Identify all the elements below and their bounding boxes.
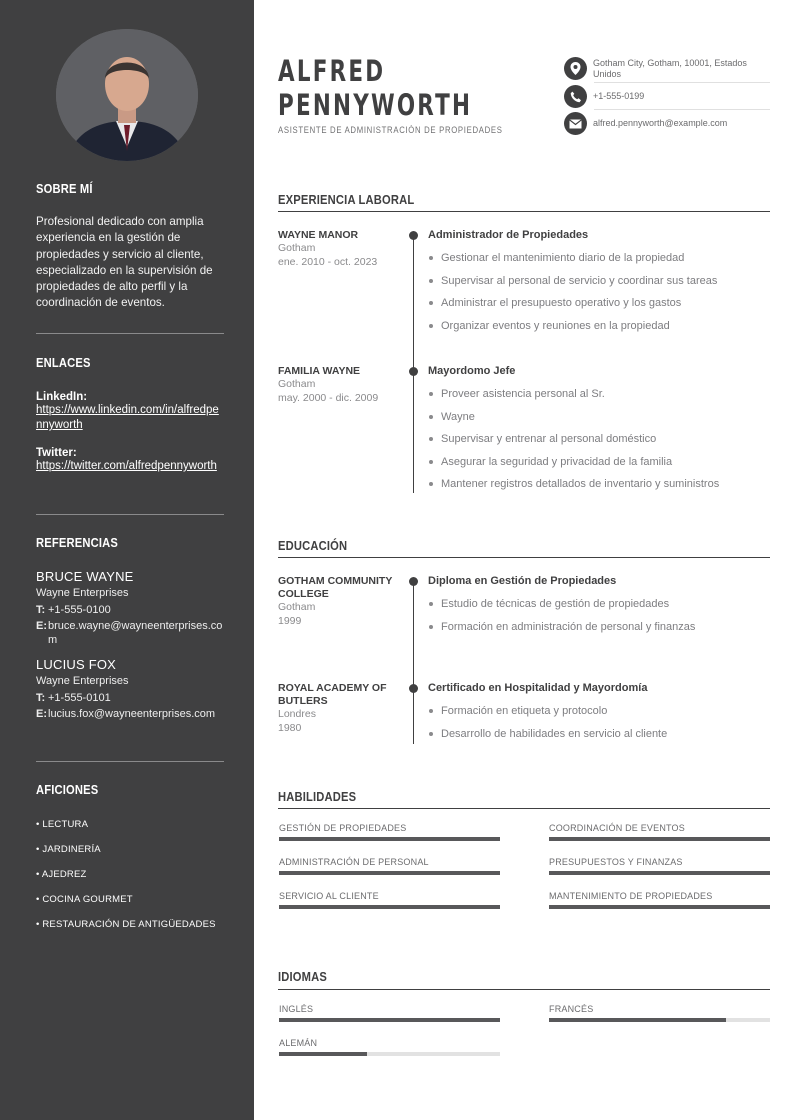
location: Gotham <box>278 378 316 390</box>
bullet-list <box>428 593 770 638</box>
link-twitter[interactable]: https://twitter.com/alfredpennyworth <box>36 460 217 472</box>
skill-item <box>279 857 500 875</box>
skill-item <box>549 891 770 909</box>
skill-bar <box>549 871 770 875</box>
reference-item <box>36 569 224 647</box>
bullet-item: Desarrollo de habilidades en servicio al cliente <box>428 723 770 746</box>
education-entry <box>428 682 770 745</box>
link-item <box>36 391 224 433</box>
location: Londres <box>278 708 316 720</box>
links-heading: ENLACES <box>36 355 91 370</box>
divider <box>36 333 224 334</box>
institution: GOTHAM COMMUNITY COLLEGE <box>278 575 393 600</box>
skill-bar-fill <box>279 837 500 841</box>
timeline-line <box>413 234 414 493</box>
reference-company: Wayne Enterprises <box>36 587 129 599</box>
timeline-dot <box>409 684 418 693</box>
bullet-item: Wayne <box>428 406 770 429</box>
role-title: Administrador de Propiedades <box>428 229 589 241</box>
institution: ROYAL ACADEMY OF BUTLERS <box>278 682 387 707</box>
link-linkedin[interactable]: https://www.linkedin.com/in/alfredpennyworth <box>36 404 219 431</box>
bullet-item: Gestionar el mantenimiento diario de la propiedad <box>428 247 770 270</box>
sidebar <box>0 0 254 1120</box>
timeline-dot <box>409 577 418 586</box>
about-text: Profesional dedicado con amplia experiencia en la gestión de propiedades y servicio al cliente, especializado en la supervisión de propiedades de alto perfil y la coordinación de eventos. <box>36 215 213 310</box>
phone-icon <box>564 85 587 108</box>
contact-email <box>564 112 770 135</box>
timeline-dot <box>409 231 418 240</box>
language-item <box>279 1004 500 1022</box>
reference-email-value: bruce.wayne@wayneenterprises.com <box>48 620 223 646</box>
skill-label: ADMINISTRACIÓN DE PERSONAL <box>279 857 429 867</box>
location: Gotham <box>278 601 316 613</box>
section-rule <box>278 557 770 558</box>
language-label: ALEMÁN <box>279 1038 318 1048</box>
job-title: ASISTENTE DE ADMINISTRACIÓN DE PROPIEDADES <box>278 125 503 135</box>
bullet-list <box>428 383 770 496</box>
education-heading: EDUCACIÓN <box>278 538 348 553</box>
reference-phone <box>36 603 224 617</box>
hobby-item: • AJEDREZ <box>36 869 87 880</box>
divider <box>36 514 224 515</box>
skill-item <box>279 891 500 909</box>
divider <box>36 761 224 762</box>
language-label: FRANCÉS <box>549 1004 594 1014</box>
experience-entry-meta <box>278 229 398 269</box>
hobby-item: • COCINA GOURMET <box>36 894 133 905</box>
bullet-item: Supervisar y entrenar al personal doméstico <box>428 428 770 451</box>
link-label-twitter: Twitter: <box>36 447 77 459</box>
timeline-dot <box>409 367 418 376</box>
employer: FAMILIA WAYNE <box>278 365 361 377</box>
contact-address <box>564 57 770 80</box>
bullet-item: Administrar el presupuesto operativo y los gastos <box>428 292 770 315</box>
name-line-1: ALFRED <box>278 54 386 88</box>
education-entry-meta <box>278 682 393 735</box>
reference-email-value: lucius.fox@wayneenterprises.com <box>48 708 216 720</box>
links-section <box>36 355 224 474</box>
dates: ene. 2010 - oct. 2023 <box>278 255 378 268</box>
bullet-list <box>428 247 770 337</box>
bullet-item: Formación en administración de personal y finanzas <box>428 616 770 639</box>
skill-item <box>549 857 770 875</box>
reference-phone-value: +1-555-0100 <box>48 604 111 616</box>
bullet-item: Mantener registros detallados de inventario y suministros <box>428 473 770 496</box>
reference-email <box>36 619 224 647</box>
contact-phone <box>564 85 770 108</box>
hobbies-section <box>36 782 224 930</box>
reference-company: Wayne Enterprises <box>36 675 129 687</box>
experience-entry <box>428 365 770 496</box>
language-bar-fill <box>549 1018 726 1022</box>
skill-bar <box>279 871 500 875</box>
skill-bar-fill <box>549 837 770 841</box>
bullet-item: Formación en etiqueta y protocolo <box>428 700 770 723</box>
skill-label: PRESUPUESTOS Y FINANZAS <box>549 857 683 867</box>
hobby-item: • JARDINERÍA <box>36 844 101 855</box>
bullet-item: Asegurar la seguridad y privacidad de la familia <box>428 451 770 474</box>
language-label: INGLÉS <box>279 1004 314 1014</box>
employer: WAYNE MANOR <box>278 229 359 241</box>
references-section <box>36 535 224 721</box>
degree-title: Certificado en Hospitalidad y Mayordomía <box>428 682 648 694</box>
dates: 1999 <box>278 614 302 627</box>
languages-heading: IDIOMAS <box>278 969 328 984</box>
language-bar <box>279 1018 500 1022</box>
degree-title: Diploma en Gestión de Propiedades <box>428 575 617 587</box>
phone-prefix: T: <box>36 692 46 704</box>
about-heading: SOBRE MÍ <box>36 181 93 196</box>
phone-prefix: T: <box>36 604 46 616</box>
link-label-linkedin: LinkedIn: <box>36 391 88 403</box>
skills-heading: HABILIDADES <box>278 789 357 804</box>
dates: 1980 <box>278 721 302 734</box>
dates: may. 2000 - dic. 2009 <box>278 391 379 404</box>
bullet-item: Proveer asistencia personal al Sr. <box>428 383 770 406</box>
skill-bar <box>279 905 500 909</box>
bullet-item: Supervisar al personal de servicio y coordinar sus tareas <box>428 270 770 293</box>
skill-label: MANTENIMIENTO DE PROPIEDADES <box>549 891 713 901</box>
email-text[interactable]: alfred.pennyworth@example.com <box>593 118 728 128</box>
reference-item <box>36 657 224 721</box>
divider <box>594 82 770 83</box>
skill-label: SERVICIO AL CLIENTE <box>279 891 379 901</box>
skill-bar <box>279 837 500 841</box>
reference-email <box>36 707 224 721</box>
divider <box>594 109 770 110</box>
skill-bar <box>549 905 770 909</box>
email-prefix: E: <box>36 620 47 632</box>
language-bar <box>279 1052 500 1056</box>
references-heading: REFERENCIAS <box>36 535 119 550</box>
skill-bar <box>549 837 770 841</box>
section-rule <box>278 989 770 990</box>
skill-label: COORDINACIÓN DE EVENTOS <box>549 823 685 833</box>
hobby-item: • LECTURA <box>36 819 89 830</box>
about-section <box>36 181 224 312</box>
experience-entry-meta <box>278 365 398 405</box>
reference-name: BRUCE WAYNE <box>36 569 134 584</box>
education-entry <box>428 575 770 638</box>
bullet-item: Estudio de técnicas de gestión de propiedades <box>428 593 770 616</box>
location: Gotham <box>278 242 316 254</box>
skill-bar-fill <box>549 905 770 909</box>
section-rule <box>278 808 770 809</box>
language-bar-fill <box>279 1052 367 1056</box>
experience-entry <box>428 229 770 337</box>
location-pin-icon <box>564 57 587 80</box>
skill-bar-fill <box>549 871 770 875</box>
skill-bar-fill <box>279 905 500 909</box>
language-item <box>279 1038 500 1056</box>
hobby-item: • RESTAURACIÓN DE ANTIGÜEDADES <box>36 919 216 930</box>
phone-text[interactable]: +1-555-0199 <box>593 91 645 101</box>
timeline-line <box>413 580 414 744</box>
name-line-2: PENNYWORTH <box>278 88 473 122</box>
skill-item <box>279 823 500 841</box>
bullet-item: Organizar eventos y reuniones en la propiedad <box>428 315 770 338</box>
address-text: Gotham City, Gotham, 10001, Estados Unidos <box>593 57 747 79</box>
reference-phone <box>36 691 224 705</box>
hobbies-heading: AFICIONES <box>36 782 99 797</box>
link-item <box>36 447 224 474</box>
skill-item <box>549 823 770 841</box>
experience-heading: EXPERIENCIA LABORAL <box>278 192 415 207</box>
reference-name: LUCIUS FOX <box>36 657 117 672</box>
skill-label: GESTIÓN DE PROPIEDADES <box>279 823 407 833</box>
email-prefix: E: <box>36 708 47 720</box>
section-rule <box>278 211 770 212</box>
person-name <box>278 54 472 122</box>
bullet-list <box>428 700 770 745</box>
reference-phone-value: +1-555-0101 <box>48 692 111 704</box>
education-entry-meta <box>278 575 393 628</box>
language-bar <box>549 1018 770 1022</box>
skill-bar-fill <box>279 871 500 875</box>
language-item <box>549 1004 770 1022</box>
language-bar-fill <box>279 1018 500 1022</box>
role-title: Mayordomo Jefe <box>428 365 516 377</box>
profile-photo <box>56 29 198 161</box>
mail-icon <box>564 112 587 135</box>
